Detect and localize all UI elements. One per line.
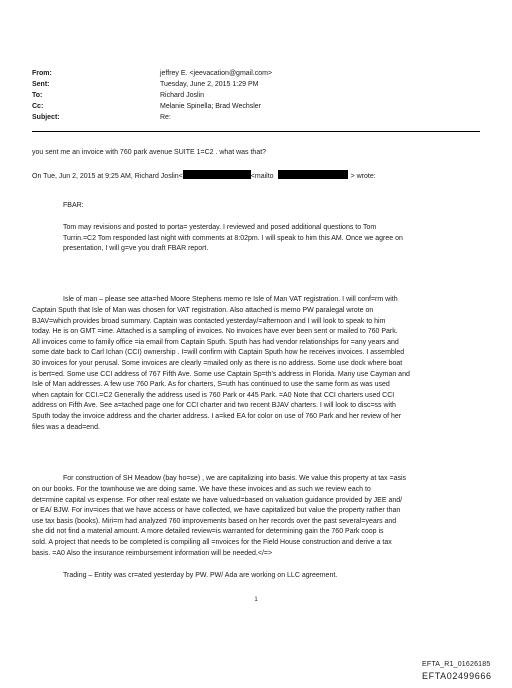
cc-value: Melanie Spinella; Brad Wechsler [160,103,262,110]
paragraph-line: Captain Sputh that Isle of Man was chosen for VAT registration. Also attached is memo PW paralegal wrote on [32,307,374,314]
paragraph-line: she did not find a material amount. A more detailed review=is warranted for determining gain the 760 Park coop is [32,528,384,536]
page-number: 1 [254,597,258,603]
paragraph-construction-body [32,485,402,559]
paragraph-line: files was a dead=end. [32,423,100,431]
redacted-mailto-block [278,170,348,179]
paragraph-line: det=rmine capital vs expense. For other real estate we have valued=based on valuation guidance provided by JEE and/ [32,496,403,504]
paragraph-line: For construction of SH Meadow (bay ho=se) , we are capitalizing into basis. We value this property at tax =asis [63,475,407,482]
quote-suffix: > wrote: [350,173,376,180]
from-label: From: [32,70,52,77]
sent-value: Tuesday, June 2, 2015 1:29 PM [160,81,259,88]
paragraph-line: Sputh today the invoice address and the charter address. I a=ked EA for color on use of 760 Park and her review of her [32,412,402,420]
paragraph-line: 30 invoices for your perusal. Some invoices are clearly =mailed only as there is no address. Some use dock where boat [32,359,403,367]
paragraph-line: basis. =A0 Also the insurance reimbursement information will be needed.</=> [32,549,273,557]
paragraph-line: is bert=ed. Some use CCI address of 767 Fifth Ave. Some use Captain Sp=th's address in Florida. Many use Cayman and [32,370,410,378]
paragraph-line: Isle of man – please see atta=hed Moore Stephens memo re Isle of Man VAT registration. I will conf=rm with [63,296,398,303]
paragraph-line: use tax basis (books). Miri=m had analyzed 760 improvements based on her records over the past several=years and [32,517,397,525]
paragraph-line: sold. A project that needs to be completed is compiling all =nvoices for the Field House construction and derive a tax [32,538,392,546]
paragraph-trading: Trading – Entity was cr=ated yesterday by PW. PW/ Ada are working on LLC agreement. [63,572,338,579]
from-value: jeffrey E. <jeevacation@gmail.com> [160,70,273,77]
quote-mailto: <mailto [250,173,274,180]
bates-number-secondary: EFTA_R1_01626185 [422,661,491,668]
intro-line: you sent me an invoice with 760 park avenue SUITE 1=C2 . what was that? [32,149,267,156]
header-divider [32,131,480,132]
bates-number-primary: EFTA02499666 [422,671,492,681]
paragraph-line: Turrin.=C2 Tom responded last night with comments at 8:02pm. I will speak to him this AM. Once we agree on [63,234,403,242]
cc-label: Cc: [32,103,44,110]
to-value: Richard Joslin [160,92,204,99]
paragraph-fbar [63,223,403,255]
paragraph-line: or EA/ BJW. For inv=ices that we have access or have collected, we have capitalized but value the property rather than [32,507,401,515]
paragraph-line: today. He is on GMT =ime. Attached is a sampling of invoices. No invoices have ever been sent or mailed to 760 Park. [32,328,398,336]
sent-label: Sent: [32,81,50,88]
paragraph-isle-of-man [63,295,398,306]
paragraph-construction [63,474,406,485]
paragraph-line: presentation, I will g=ve you draft FBAR report. [63,245,209,253]
subject-value: Re: [160,114,171,121]
redacted-email-block [183,170,251,179]
paragraph-line: on our books. For the townhouse we are doing same. We have these invoices and as such we review each to [32,486,371,493]
paragraph-line: some date back to Carl Ichan (CCI) ownership . I=will confirm with Captain Sputh how he receives invoices. I assembled [32,349,405,357]
quote-prefix: On Tue, Jun 2, 2015 at 9:25 AM, Richard Joslin< [32,173,183,180]
paragraph-line: BJAV=which provides broad summary. Captain was contacted yesterday/=afternoon and I will look to speak to him [32,317,386,325]
paragraph-line: All invoices come to family office =ia email from Captain Sputh. Sputh has had vendor relationships for =any years and [32,338,399,346]
paragraph-line: Tom may revisions and posted to porta= yesterday. I reviewed and posed additional questions to Tom [63,224,377,231]
to-label: To: [32,92,43,99]
subject-label: Subject: [32,114,60,121]
quote-attribution-line [32,170,376,183]
paragraph-line: Isle of Man addresses. A few use 760 Park. As for charters, S=uth has continued to use the same form as was used [32,381,390,389]
paragraph-line: when captain for CCI.=C2 Generally the address used is 760 Park or 445 Park. =A0 Note that CCI charters used CCI [32,391,395,399]
paragraph-line: address on Fifth Ave. See a=tached page one for CCI charter and two recent BJAV charters. I will look to disc=ss with [32,402,396,410]
paragraph-isle-of-man-body [32,306,410,433]
fbar-heading: FBAR: [63,202,84,209]
